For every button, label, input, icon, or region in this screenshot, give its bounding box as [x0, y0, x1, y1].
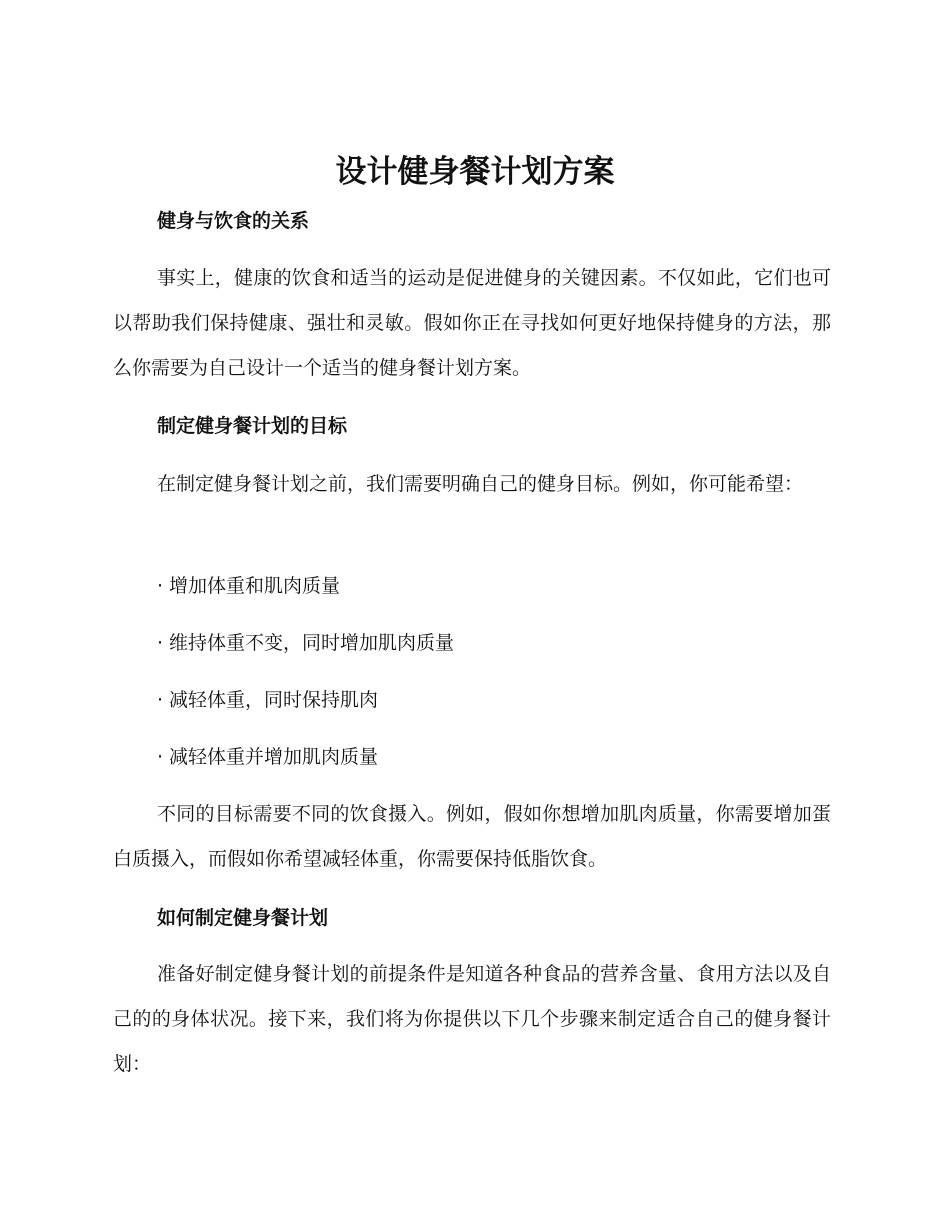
list-item-text: 减轻体重，同时保持肌肉: [169, 689, 379, 711]
bullet-glyph: ·: [157, 689, 164, 711]
page-title: 设计健身餐计划方案: [335, 154, 615, 190]
list-item: [157, 572, 837, 600]
paragraph-how-to: 准备好制定健身餐计划的前提条件是知道各种食品的营养含量、食用方法以及自己的的身体状况。接下来，我们将为你提供以下几个步骤来制定适合自己的健身餐计划：: [113, 963, 831, 1075]
bullet-glyph: ·: [157, 575, 164, 597]
list-item: [157, 686, 837, 714]
list-item-text: 增加体重和肌肉质量: [169, 575, 341, 597]
paragraph-goals-intro: 在制定健身餐计划之前，我们需要明确自己的健身目标。例如，你可能希望：: [157, 473, 804, 495]
bullet-glyph: ·: [157, 632, 164, 654]
paragraph-diet-relation: 事实上，健康的饮食和适当的运动是促进健身的关键因素。不仅如此，它们也可以帮助我们保持健康、强壮和灵敏。假如你正在寻找如何更好地保持健身的方法，那么你需要为自己设计一个适当的健身餐计划方案。: [113, 267, 831, 379]
section-heading-goals: 制定健身餐计划的目标: [157, 415, 348, 437]
list-item: [157, 743, 837, 771]
bullet-glyph: ·: [157, 746, 164, 768]
list-item-text: 维持体重不变，同时增加肌肉质量: [169, 632, 455, 654]
section-heading-how-to: 如何制定健身餐计划: [157, 907, 329, 929]
section-heading-diet-relation: 健身与饮食的关系: [157, 210, 310, 232]
list-item-text: 减轻体重并增加肌肉质量: [169, 746, 379, 768]
paragraph-goals-diet: 不同的目标需要不同的饮食摄入。例如，假如你想增加肌肉质量，你需要增加蛋白质摄入，而假如你希望减轻体重，你需要保持低脂饮食。: [113, 803, 831, 870]
list-item: [157, 629, 837, 657]
